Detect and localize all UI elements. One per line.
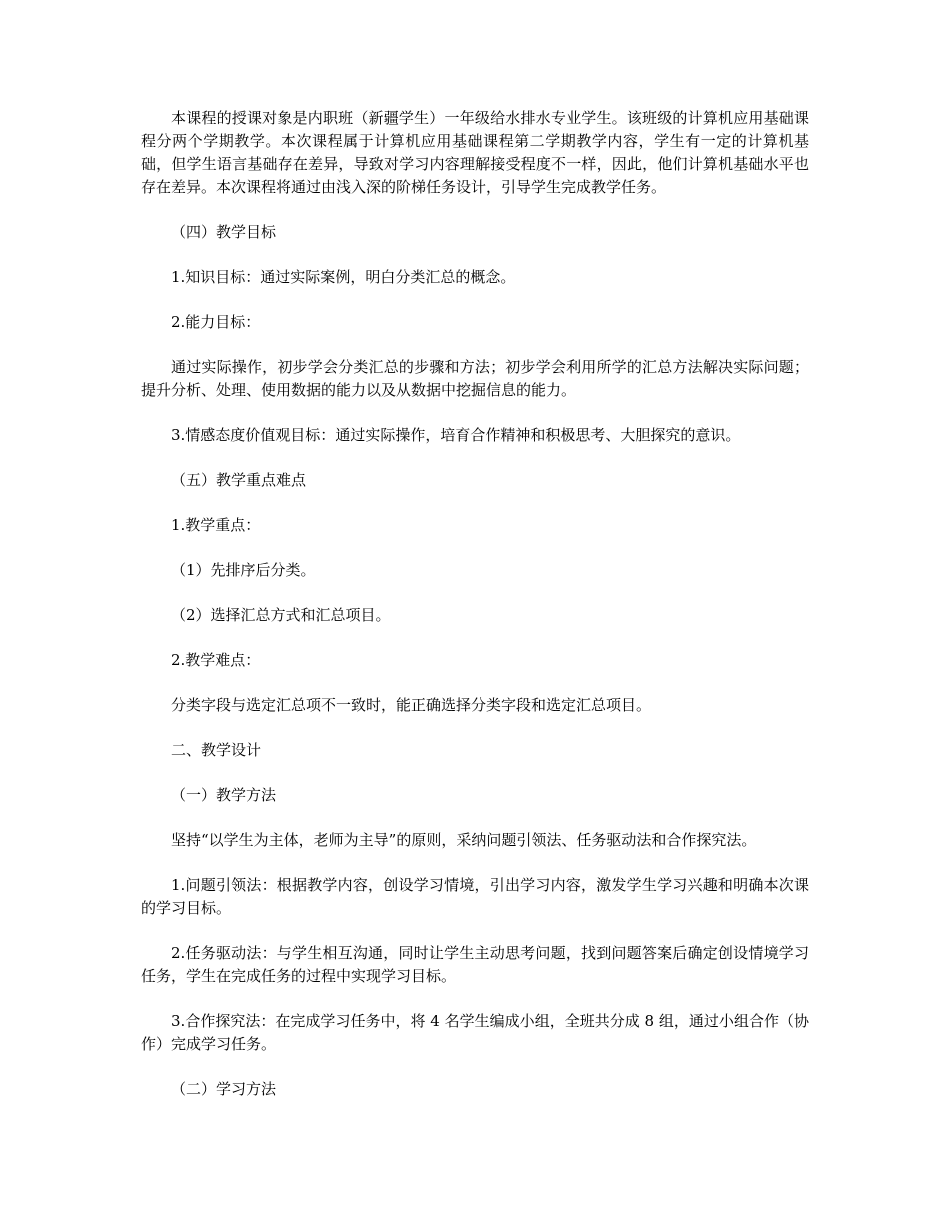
heading-teaching-methods: （一）教学方法 — [171, 786, 277, 804]
paragraph-methods-principle: 坚持“以学生为主体，老师为主导”的原则，采纳问题引领法、任务驱动法和合作探究法。 — [171, 831, 757, 849]
paragraph-course-audience: 本课程的授课对象是内职班（新疆学生）一年级给水排水专业学生。该班级的计算机应用基础课程分两个学期教学。本次课程属于计算机应用基础课程第二学期教学内容，学生有一定的计算机基础，但学生语言基础存在差异，导致对学习内容理解接受程度不一样，因此，他们计算机基础水平也存在差异。本次课程将通过由浅入深的阶梯任务设计，引导学生完成教学任务。 — [141, 109, 809, 196]
heading-learning-methods: （二）学习方法 — [171, 1080, 277, 1098]
paragraph-difficulty: 分类字段与选定汇总项不一致时，能正确选择分类字段和选定汇总项目。 — [171, 696, 652, 714]
heading-teaching-design: 二、教学设计 — [171, 741, 262, 759]
paragraph-ability-objective-label: 2.能力目标： — [171, 313, 261, 331]
heading-key-points: （五）教学重点难点 — [171, 471, 307, 489]
list-item-key-point-1: （1）先排序后分类。 — [171, 561, 316, 579]
paragraph-method-question: 1.问题引领法：根据教学内容，创设学习情境，引出学习内容，激发学生学习兴趣和明确本次课的学习目标。 — [141, 876, 809, 917]
list-item-key-point-2: （2）选择汇总方式和汇总项目。 — [171, 606, 391, 624]
paragraph-ability-objective: 通过实际操作，初步学会分类汇总的步骤和方法；初步学会利用所学的汇总方法解决实际问题；提升分析、处理、使用数据的能力以及从数据中挖掘信息的能力。 — [141, 358, 809, 399]
paragraph-method-task: 2.任务驱动法：与学生相互沟通，同时让学生主动思考问题，找到问题答案后确定创设情境学习任务，学生在完成任务的过程中实现学习目标。 — [141, 944, 809, 985]
heading-teaching-objectives: （四）教学目标 — [171, 223, 277, 241]
paragraph-attitude-objective: 3.情感态度价值观目标：通过实际操作，培育合作精神和积极思考、大胆探究的意识。 — [171, 426, 741, 444]
paragraph-difficulty-label: 2.教学难点： — [171, 651, 261, 669]
paragraph-knowledge-objective: 1.知识目标：通过实际案例，明白分类汇总的概念。 — [171, 268, 516, 286]
paragraph-key-points-label: 1.教学重点： — [171, 516, 261, 534]
paragraph-method-cooperation: 3.合作探究法：在完成学习任务中，将 4 名学生编成小组，全班共分成 8 组，通过小组合作（协作）完成学习任务。 — [141, 1012, 809, 1053]
document-body — [141, 107, 809, 1123]
